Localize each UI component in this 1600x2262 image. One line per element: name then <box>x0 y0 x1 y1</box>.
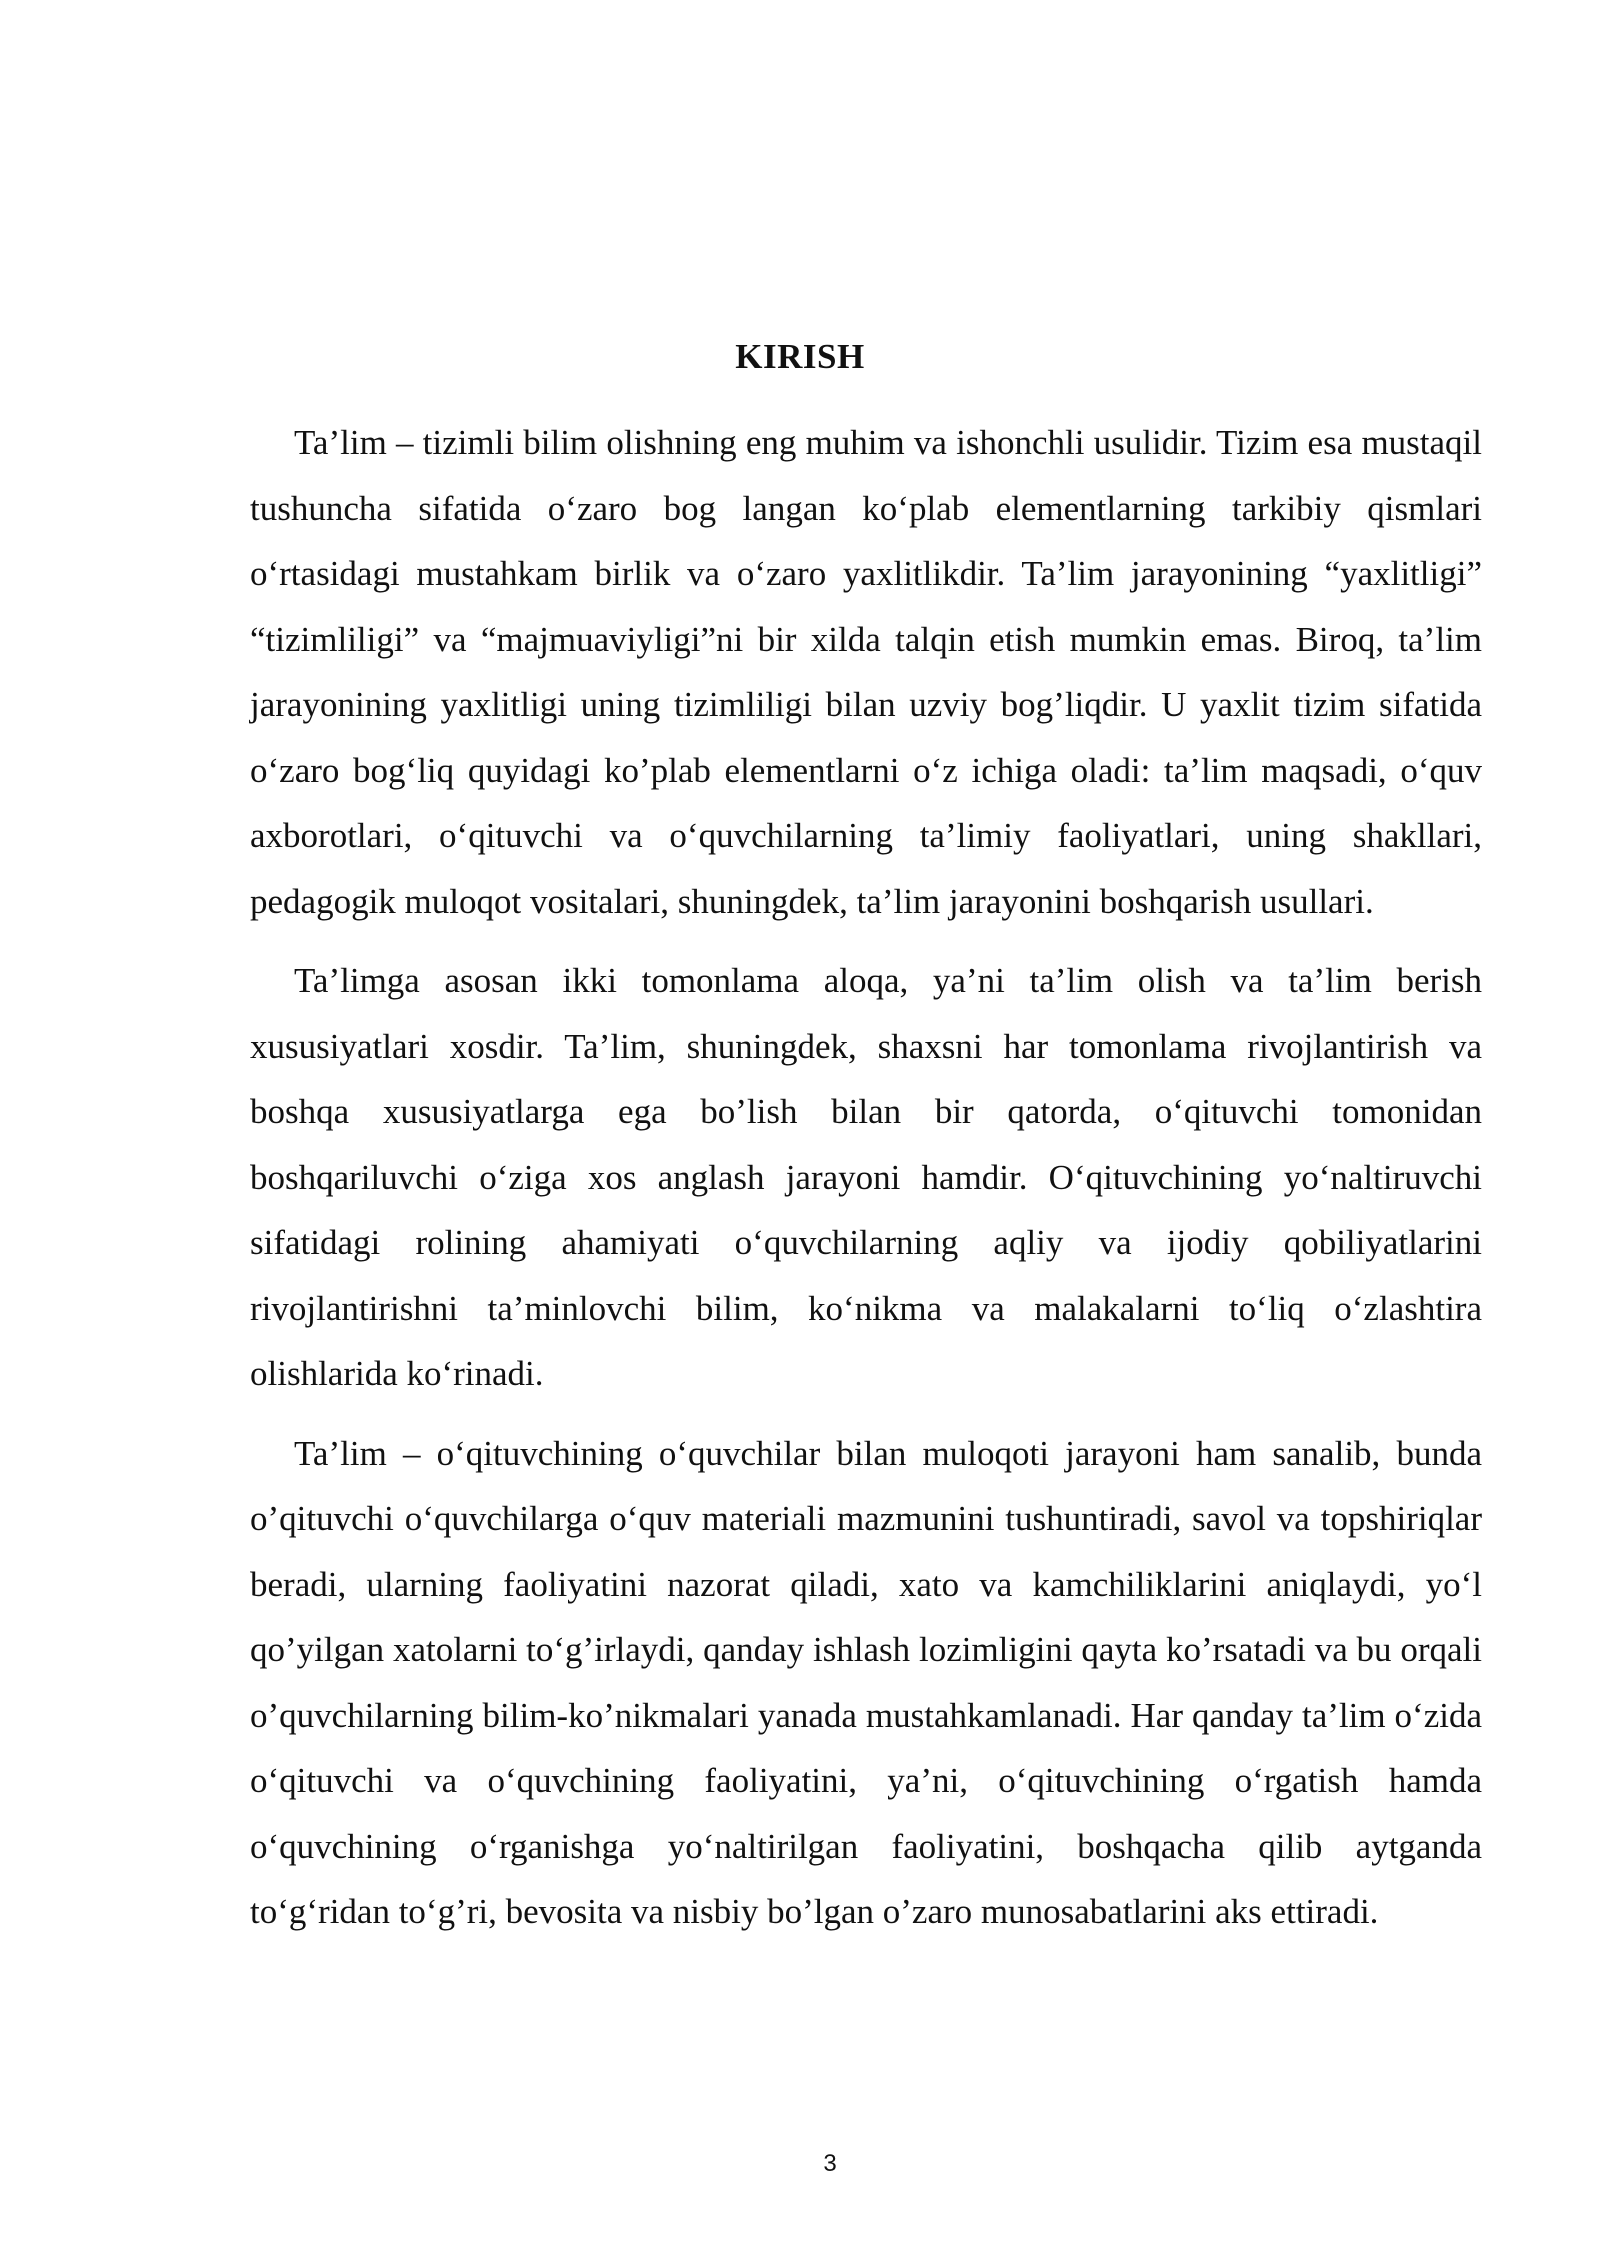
page-number: 3 <box>823 2150 837 2177</box>
paragraph-2: Ta’limga asosan ikki tomonlama aloqa, ya’ni ta’lim olish va ta’lim berish xususiyatlari xosdir. Ta’lim, shuningdek, shaxsni har tomonlama rivojlantirish va boshqa xususiyatlarga ega bo’lish bilan bir qatorda, o‘qituvchi tomonidan boshqariluvchi o‘ziga xos anglash jarayoni hamdir. O‘qituvchining yo‘naltiruvchi sifatidagi rolining ahamiyati o‘quvchilarning aqliy va ijodiy qobiliyatlarini rivojlantirishni ta’minlovchi bilim, ko‘nikma va malakalarni to‘liq o‘zlashtira olishlarida ko‘rinadi. <box>250 961 1482 1393</box>
section-title: KIRISH <box>735 337 865 376</box>
body-text <box>250 410 1482 1959</box>
paragraph-3: Ta’lim – o‘qituvchining o‘quvchilar bilan muloqoti jarayoni ham sanalib, bunda o’qituvchi o‘quvchilarga o‘quv materiali mazmunini tushuntiradi, savol va topshiriqlar beradi, ularning faoliyatini nazorat qiladi, xato va kamchiliklarini aniqlaydi, yo‘l qo’yilgan xatolarni to‘g’irlaydi, qanday ishlash lozimligini qayta ko’rsatadi va bu orqali o’quvchilarning bilim-ko’nikmalari yanada mustahkamlanadi. Har qanday ta’lim o‘zida o‘qituvchi va o‘quvchining faoliyatini, ya’ni, o‘qituvchining o‘rgatish hamda o‘quvchining o‘rganishga yo‘naltirilgan faoliyatini, boshqacha qilib aytganda to‘g‘ridan to‘g’ri, bevosita va nisbiy bo’lgan o’zaro munosabatlarini aks ettiradi. <box>250 1433 1482 1931</box>
paragraph-1: Ta’lim – tizimli bilim olishning eng muhim va ishonchli usulidir. Tizim esa mustaqil tushuncha sifatida o‘zaro bog langan ko‘plab elementlarning tarkibiy qismlari o‘rtasidagi mustahkam birlik va o‘zaro yaxlitlikdir. Ta’lim jarayonining “yaxlitligi” “tizimliligi” va “majmuaviyligi”ni bir xilda talqin etish mumkin emas. Biroq, ta’lim jarayonining yaxlitligi uning tizimliligi bilan uzviy bog’liqdir. U yaxlit tizim sifatida o‘zaro bog‘liq quyidagi ko’plab elementlarni o‘z ichiga oladi: ta’lim maqsadi, o‘quv axborotlari, o‘qituvchi va o‘quvchilarning ta’limiy faoliyatlari, uning shakllari, pedagogik muloqot vositalari, shuningdek, ta’lim jarayonini boshqarish usullari. <box>250 423 1482 921</box>
